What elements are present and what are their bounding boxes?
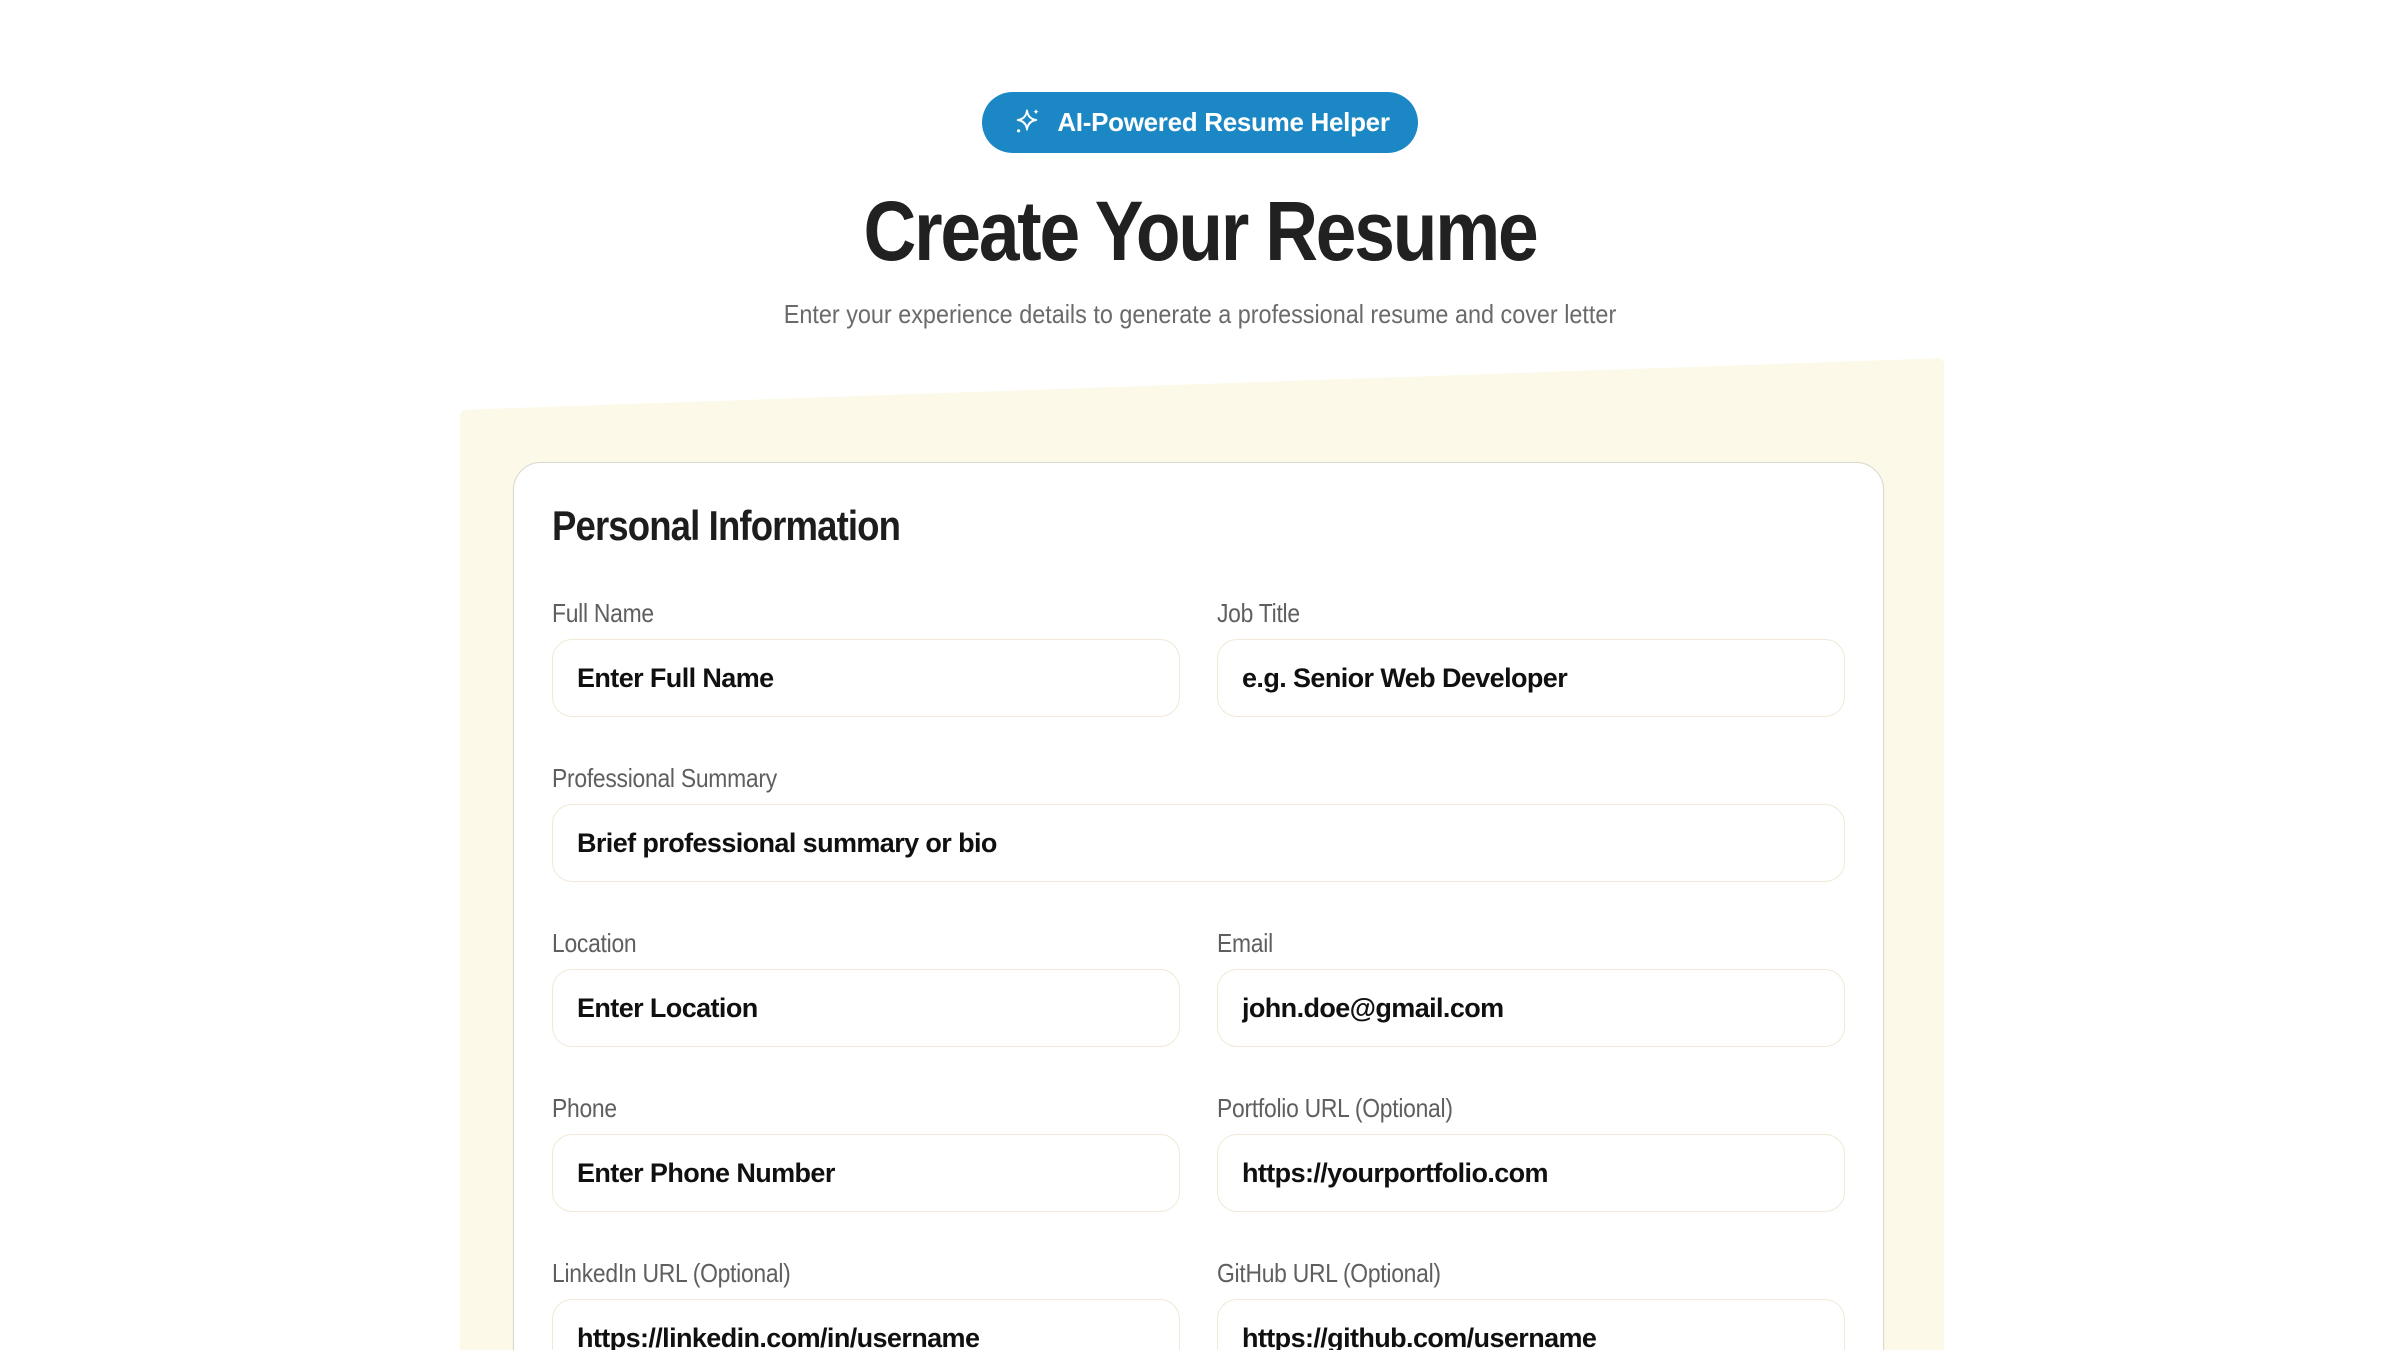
phone-input[interactable]	[552, 1134, 1180, 1212]
email-input[interactable]	[1217, 969, 1845, 1047]
ai-badge	[982, 92, 1417, 153]
full-name-label: Full Name	[552, 598, 654, 628]
form-fields	[552, 598, 1845, 1350]
location-field	[552, 928, 1180, 1047]
github-field	[1217, 1258, 1845, 1350]
job-title-field	[1217, 598, 1845, 717]
hero-section	[0, 0, 2400, 331]
page-subtitle: Enter your experience details to generate a professional resume and cover letter	[783, 299, 1617, 329]
full-name-input[interactable]	[552, 639, 1180, 717]
summary-label: Professional Summary	[552, 763, 777, 793]
ai-badge-label: AI-Powered Resume Helper	[1057, 107, 1390, 137]
job-title-label: Job Title	[1217, 598, 1300, 628]
summary-field	[552, 763, 1845, 882]
linkedin-label: LinkedIn URL (Optional)	[552, 1258, 791, 1288]
linkedin-field	[552, 1258, 1180, 1350]
personal-information-card	[513, 462, 1884, 1350]
full-name-field	[552, 598, 1180, 717]
phone-field	[552, 1093, 1180, 1212]
email-label: Email	[1217, 928, 1273, 958]
linkedin-input[interactable]	[552, 1299, 1180, 1350]
section-title: Personal Information	[552, 502, 901, 549]
phone-label: Phone	[552, 1093, 617, 1123]
portfolio-input[interactable]	[1217, 1134, 1845, 1212]
email-field	[1217, 928, 1845, 1047]
github-label: GitHub URL (Optional)	[1217, 1258, 1441, 1288]
portfolio-field	[1217, 1093, 1845, 1212]
sparkles-icon	[1010, 106, 1044, 140]
github-input[interactable]	[1217, 1299, 1845, 1350]
location-input[interactable]	[552, 969, 1180, 1047]
page-title: Create Your Resume	[863, 184, 1537, 278]
location-label: Location	[552, 928, 637, 958]
portfolio-label: Portfolio URL (Optional)	[1217, 1093, 1453, 1123]
job-title-input[interactable]	[1217, 639, 1845, 717]
summary-input[interactable]	[552, 804, 1845, 882]
